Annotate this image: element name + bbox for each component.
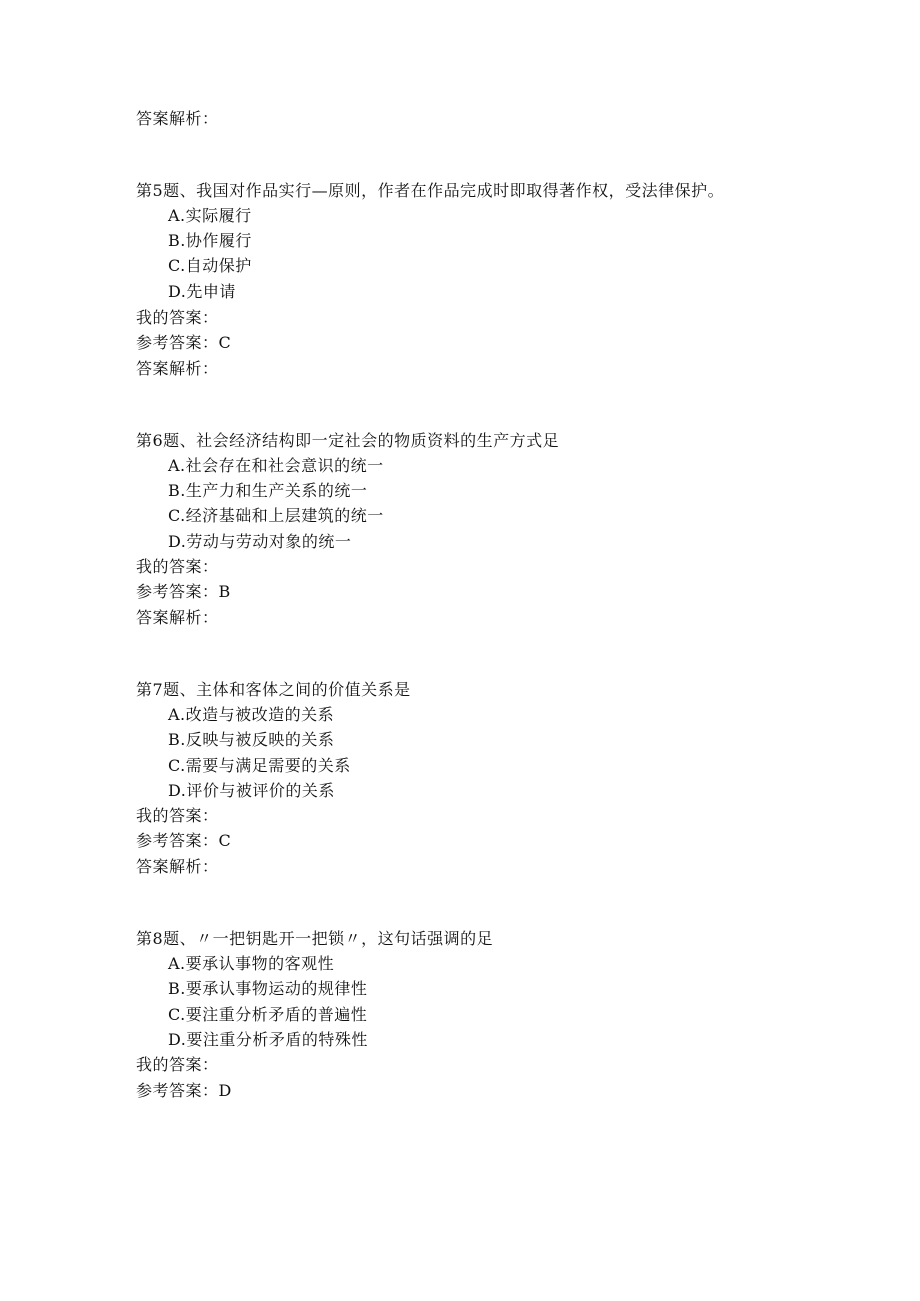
option-b: B.要承认事物运动的规律性 bbox=[168, 979, 368, 998]
explanation-label: 答案解析： bbox=[136, 608, 219, 627]
option-a: A.实际履行 bbox=[168, 206, 252, 225]
question-title: 第5题、我国对作品实行—原则，作者在作品完成时即取得著作权，受法律保护。 bbox=[136, 181, 725, 200]
option-b: B.反映与被反映的关系 bbox=[168, 730, 335, 749]
my-answer-label: 我的答案： bbox=[136, 1055, 219, 1074]
option-d: D.要注重分析矛盾的特殊性 bbox=[168, 1030, 368, 1049]
option-b: B.协作履行 bbox=[168, 231, 252, 250]
option-c: C.要注重分析矛盾的普遍性 bbox=[168, 1005, 368, 1024]
question-title: 第6题、社会经济结构即一定社会的物质资料的生产方式足 bbox=[136, 431, 560, 450]
option-d: D.先申请 bbox=[168, 282, 236, 301]
my-answer-label: 我的答案： bbox=[136, 806, 219, 825]
my-answer-label: 我的答案： bbox=[136, 308, 219, 327]
option-d: D.评价与被评价的关系 bbox=[168, 781, 335, 800]
top-explanation-label: 答案解析： bbox=[136, 109, 219, 128]
reference-answer: 参考答案：C bbox=[136, 831, 232, 850]
reference-answer: 参考答案：D bbox=[136, 1081, 232, 1100]
option-a: A.改造与被改造的关系 bbox=[168, 705, 335, 724]
reference-answer: 参考答案：B bbox=[136, 582, 231, 601]
option-a: A.要承认事物的客观性 bbox=[168, 954, 335, 973]
option-c: C.自动保护 bbox=[168, 256, 252, 275]
question-title: 第8题、〃一把钥匙开一把锁〃，这句话强调的足 bbox=[136, 929, 494, 948]
explanation-label: 答案解析： bbox=[136, 359, 219, 378]
option-a: A.社会存在和社会意识的统一 bbox=[168, 456, 384, 475]
option-b: B.生产力和生产关系的统一 bbox=[168, 481, 368, 500]
reference-answer: 参考答案：C bbox=[136, 333, 232, 352]
option-c: C.需要与满足需要的关系 bbox=[168, 756, 351, 775]
option-c: C.经济基础和上层建筑的统一 bbox=[168, 506, 384, 525]
explanation-label: 答案解析： bbox=[136, 857, 219, 876]
my-answer-label: 我的答案： bbox=[136, 557, 219, 576]
question-title: 第7题、主体和客体之间的价值关系是 bbox=[136, 680, 411, 699]
option-d: D.劳动与劳动对象的统一 bbox=[168, 532, 352, 551]
